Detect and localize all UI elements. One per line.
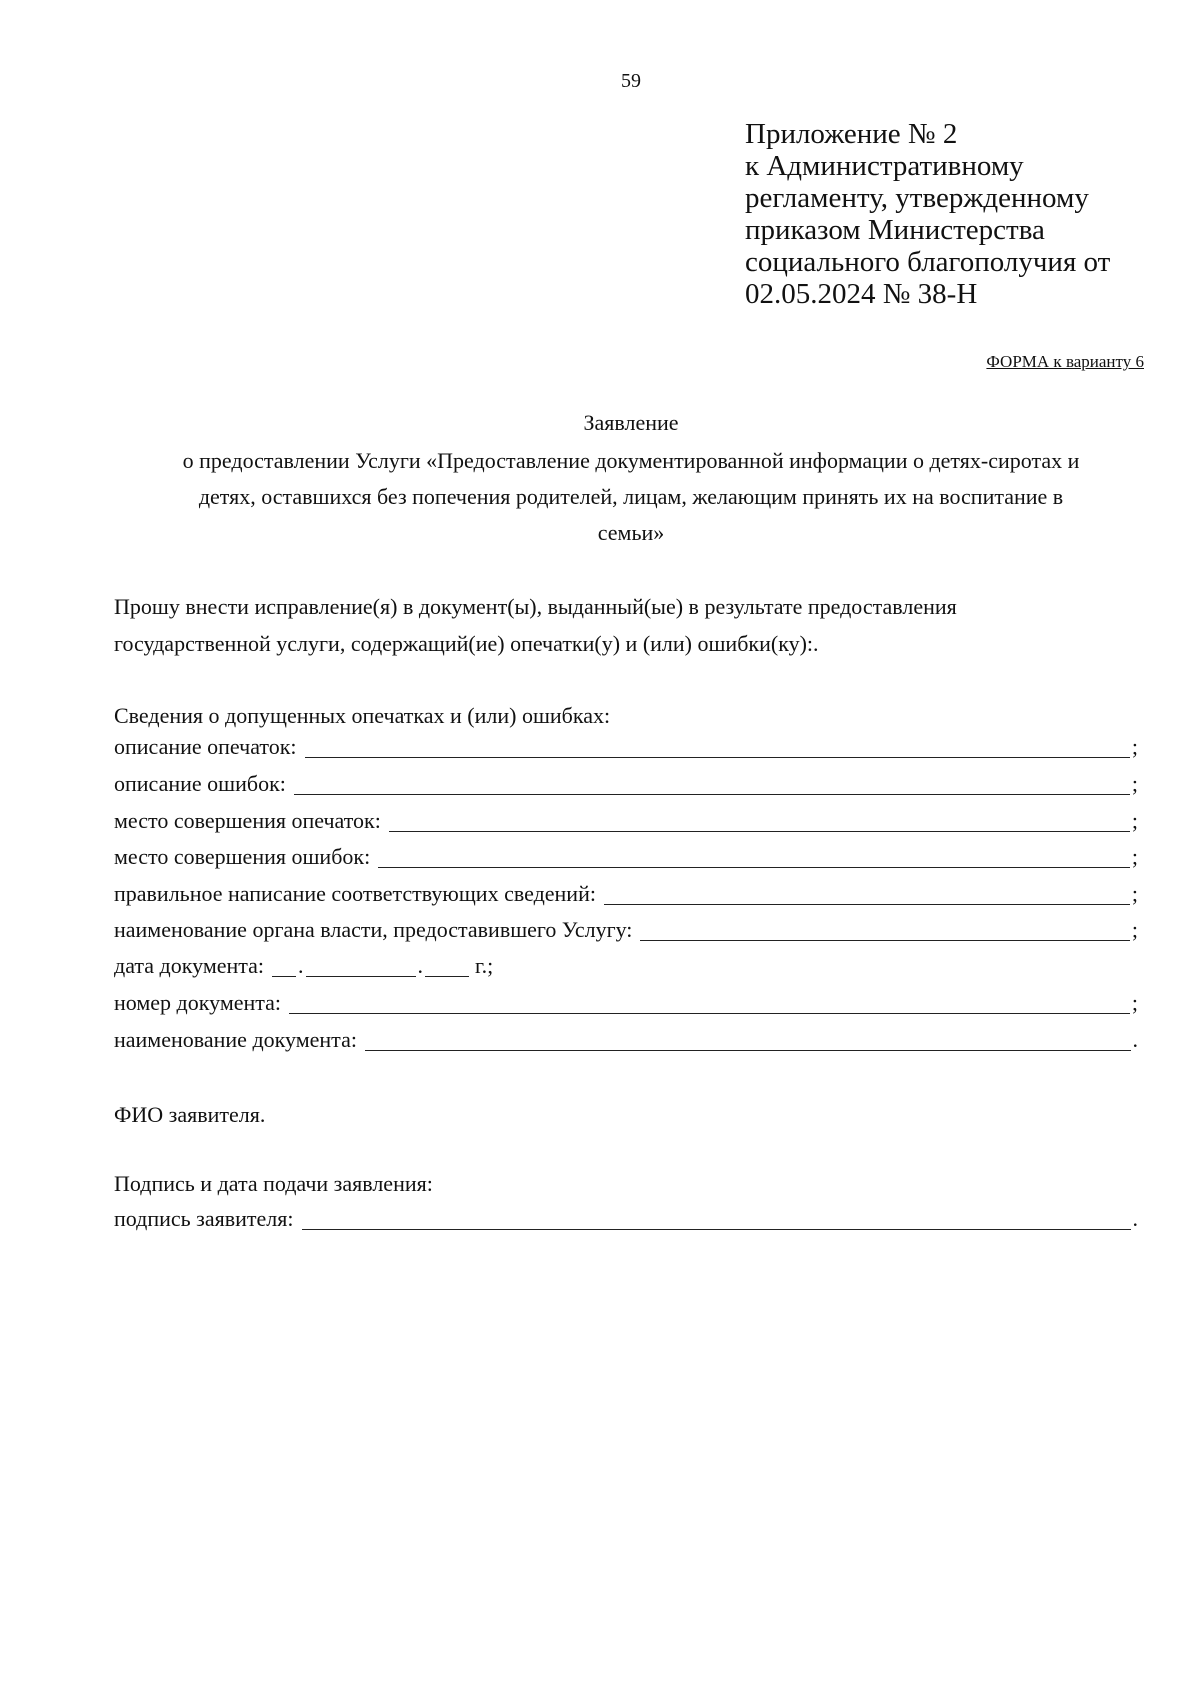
field-label: наименование документа: [114, 1027, 357, 1052]
errors-location-field [114, 844, 1138, 874]
appendix-line: к Административному [745, 150, 1024, 182]
fill-line[interactable] [389, 811, 1130, 832]
document-date-field [114, 953, 493, 983]
field-end-punct: ; [1131, 990, 1138, 1015]
subtitle-line: семьи» [597, 520, 665, 545]
typos-location-field [114, 808, 1138, 838]
appendix-line: приказом Министерства [745, 214, 1045, 246]
day-blank[interactable] [272, 956, 296, 977]
applicant-signature-field [114, 1206, 1138, 1236]
appendix-line: социального благополучия от [745, 246, 1111, 278]
date-separator: . [417, 953, 424, 978]
field-label: подпись заявителя: [114, 1206, 294, 1231]
page-number: 59 [621, 70, 641, 92]
subtitle-line: детях, оставшихся без попечения родителей, лицам, желающим принять их на воспитание в [198, 484, 1064, 509]
subtitle-line: о предоставлении Услуги «Предоставление документированной информации о детях-сиротах и [182, 448, 1080, 473]
document-subtitle [118, 443, 1144, 551]
errors-description-field [114, 771, 1138, 801]
typos-description-field [114, 734, 1138, 764]
document-name-field [114, 1027, 1138, 1057]
field-label: описание опечаток: [114, 734, 297, 759]
appendix-line: 02.05.2024 № 38-Н [745, 278, 978, 310]
details-heading: Сведения о допущенных опечатках и (или) ошибках: [114, 703, 611, 728]
field-end-punct: ; [1131, 771, 1138, 796]
appendix-line: Приложение № 2 [745, 118, 958, 150]
fill-line[interactable] [604, 884, 1130, 905]
field-label: дата документа: [114, 953, 265, 978]
request-paragraph [114, 588, 1144, 662]
document-title: Заявление [583, 410, 679, 435]
correct-spelling-field [114, 881, 1138, 911]
field-end-punct: ; [1131, 917, 1138, 942]
applicant-name-label: ФИО заявителя. [114, 1102, 266, 1127]
fill-line[interactable] [289, 993, 1130, 1014]
fill-line[interactable] [294, 774, 1130, 795]
signature-heading: Подпись и дата подачи заявления: [114, 1171, 433, 1196]
authority-name-field [114, 917, 1138, 947]
appendix-block [745, 118, 1165, 310]
form-reference: ФОРМА к варианту 6 [986, 352, 1144, 371]
field-end-punct: ; [1131, 734, 1138, 759]
month-blank[interactable] [306, 956, 416, 977]
document-number-field [114, 990, 1138, 1020]
field-label: номер документа: [114, 990, 282, 1015]
field-label: правильное написание соответствующих сведений: [114, 881, 596, 906]
date-suffix: г.; [475, 953, 494, 978]
fill-line[interactable] [305, 737, 1130, 758]
field-end-punct: ; [1131, 881, 1138, 906]
field-label: наименование органа власти, предоставившего Услугу: [114, 917, 633, 942]
field-label: место совершения ошибок: [114, 844, 371, 869]
appendix-line: регламенту, утвержденному [745, 182, 1089, 214]
field-label: описание ошибок: [114, 771, 286, 796]
field-end-punct: . [1132, 1027, 1138, 1052]
fill-line[interactable] [378, 847, 1130, 868]
fill-line[interactable] [302, 1209, 1131, 1230]
field-label: место совершения опечаток: [114, 808, 381, 833]
year-blank[interactable] [425, 956, 469, 977]
field-end-punct: ; [1131, 808, 1138, 833]
fill-line[interactable] [640, 920, 1129, 941]
field-end-punct: . [1132, 1206, 1138, 1231]
field-end-punct: ; [1131, 844, 1138, 869]
request-line: государственной услуги, содержащий(ие) опечатки(у) и (или) ошибки(ку):. [114, 631, 819, 656]
date-separator: . [298, 953, 304, 978]
request-line: Прошу внести исправление(я) в документ(ы), выданный(ые) в результате предоставления [114, 594, 957, 619]
fill-line[interactable] [365, 1030, 1131, 1051]
